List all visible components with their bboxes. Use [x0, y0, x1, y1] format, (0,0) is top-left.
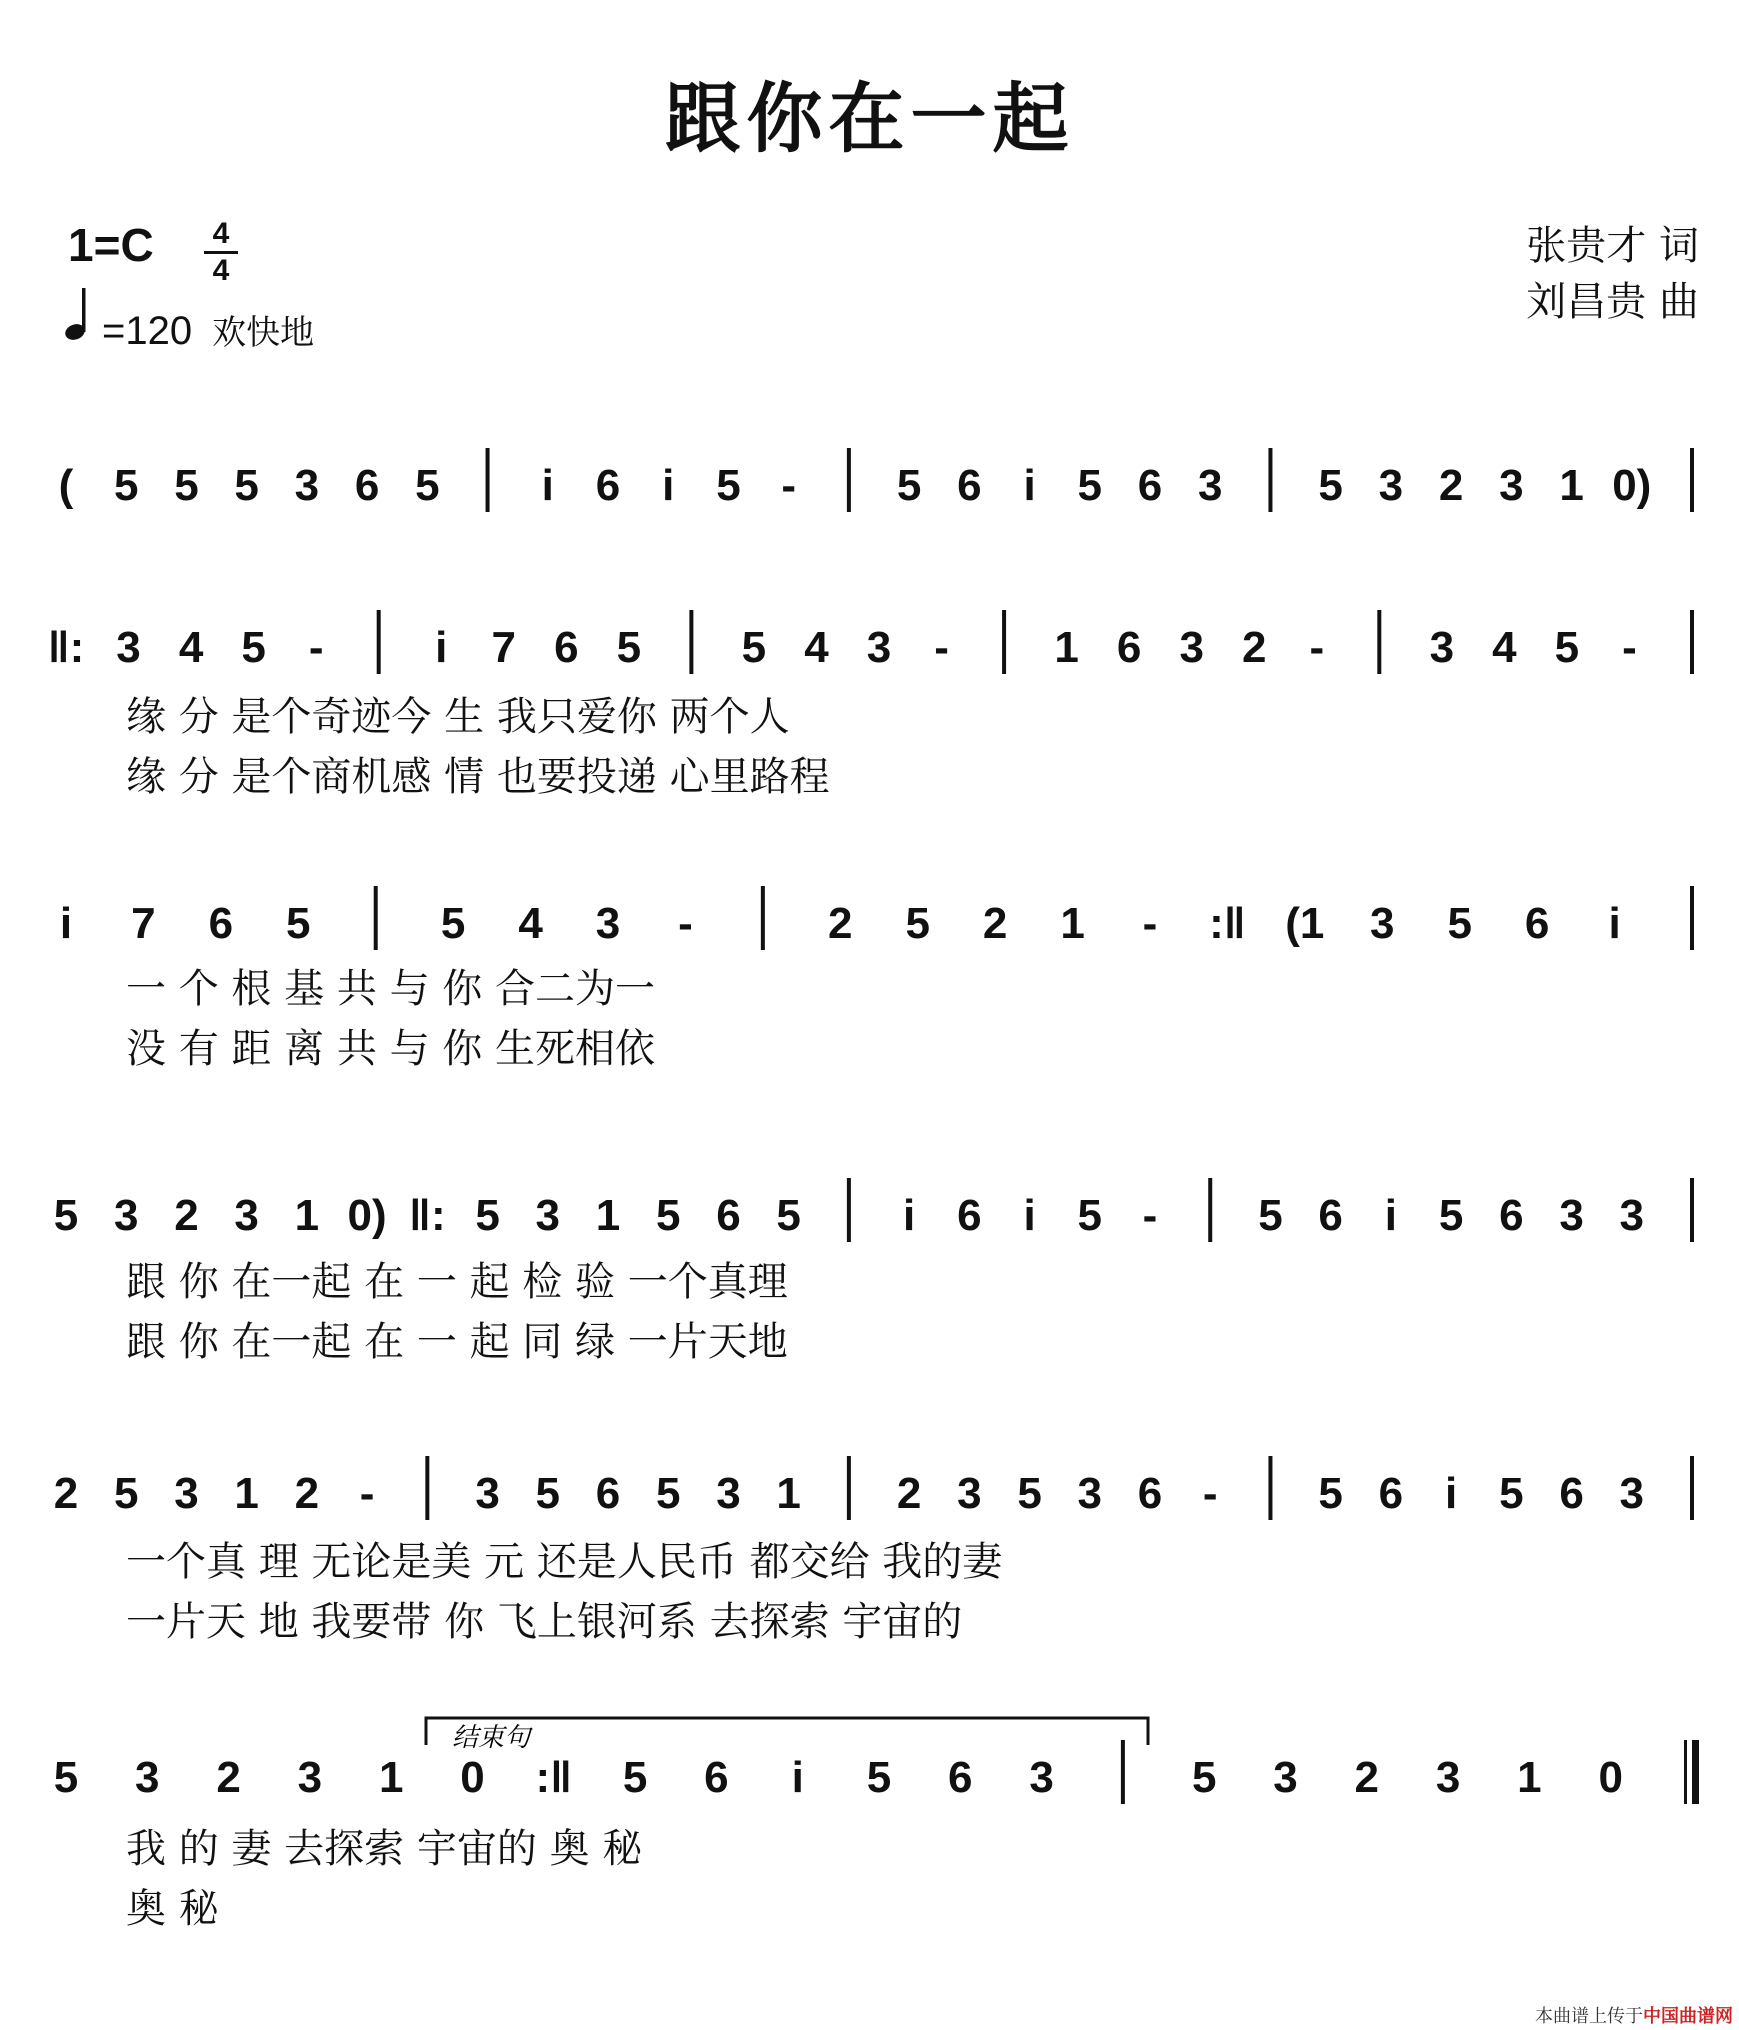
note: ( [58, 461, 74, 510]
note: 4 [178, 623, 204, 672]
note: 3 [475, 1469, 500, 1518]
note: 6 [704, 1753, 729, 1802]
barline [1377, 610, 1381, 674]
note: 3 [535, 1191, 561, 1240]
note: :‖ [1209, 899, 1246, 948]
note: 5 [535, 1469, 561, 1518]
note: 5 [415, 461, 440, 510]
note: 2 [174, 1191, 199, 1240]
note: 5 [1499, 1469, 1524, 1518]
barline [486, 448, 490, 512]
tempo-value: =120 [102, 309, 193, 353]
barline [374, 886, 378, 950]
note: 2 [828, 899, 853, 948]
note: 5 [1077, 461, 1103, 510]
ending-bracket-line [426, 1718, 1148, 1745]
note: 6 [1318, 1191, 1343, 1240]
note: i [541, 461, 554, 510]
note: 6 [1499, 1191, 1524, 1240]
note: 4 [1492, 623, 1517, 672]
note: 5 [475, 1191, 500, 1240]
note: 5 [1077, 1191, 1103, 1240]
note: 1 [776, 1469, 801, 1518]
note: - [1142, 1191, 1158, 1240]
note: 3 [1273, 1753, 1298, 1802]
barline [1002, 610, 1006, 674]
note: ‖: [47, 623, 85, 672]
note: 5 [896, 461, 922, 510]
note: 1 [378, 1753, 404, 1802]
barline [761, 886, 765, 950]
note: 5 [1318, 461, 1343, 510]
note: i [1023, 1191, 1036, 1240]
score-system [48, 610, 1694, 800]
lyric-line: 一个真 理 无论是美 元 还是人民币 都交给 我的妻 [126, 1539, 1003, 1585]
note: 5 [286, 899, 311, 948]
note: i [902, 1191, 916, 1240]
barline [1690, 610, 1694, 674]
footer-brand: 中国曲谱网 [1643, 2006, 1733, 2027]
note: 0 [460, 1753, 485, 1802]
note: - [1142, 899, 1158, 948]
note: 5 [1191, 1753, 1217, 1802]
note: 5 [776, 1191, 801, 1240]
note: 2 [1438, 461, 1464, 510]
barline [1208, 1178, 1212, 1242]
note: 2 [982, 899, 1008, 948]
note: 0) [1612, 461, 1652, 510]
note: i [662, 461, 675, 510]
note: 6 [1559, 1469, 1584, 1518]
note: 5 [1438, 1191, 1464, 1240]
note: i [1444, 1469, 1458, 1518]
score-system [54, 1178, 1694, 1365]
lyric-line: 一片天 地 我要带 你 飞上银河系 去探索 宇宙的 [126, 1599, 963, 1645]
note: 5 [1258, 1191, 1283, 1240]
score-system [54, 1740, 1699, 1932]
note: 3 [1619, 1469, 1645, 1518]
barline [689, 610, 693, 674]
note: 3 [1559, 1191, 1584, 1240]
note: 3 [1197, 461, 1223, 510]
note: 2 [1241, 623, 1267, 672]
note: 5 [1318, 1469, 1343, 1518]
note: 7 [491, 623, 517, 672]
note: 5 [241, 623, 266, 672]
note: 5 [905, 899, 930, 948]
note: 6 [554, 623, 579, 672]
note: 3 [116, 623, 141, 672]
note: 2 [896, 1469, 922, 1518]
note: 3 [135, 1753, 160, 1802]
note: i [59, 899, 73, 948]
composer: 刘昌贵 曲 [1526, 279, 1699, 325]
barline [847, 448, 851, 512]
note: - [1622, 623, 1637, 672]
barline [1690, 1178, 1694, 1242]
note: i [791, 1753, 804, 1802]
barline [847, 1178, 851, 1242]
note: 3 [1429, 623, 1455, 672]
note: 7 [131, 899, 156, 948]
note: 3 [866, 623, 892, 672]
note: 6 [1524, 899, 1550, 948]
note: 0) [347, 1191, 387, 1240]
song-title: 跟你在一起 [664, 74, 1075, 163]
note: 6 [1378, 1469, 1404, 1518]
note: i [1384, 1191, 1398, 1240]
note: 3 [1077, 1469, 1103, 1518]
lyric-line: 没 有 距 离 共 与 你 生死相依 [126, 1026, 656, 1072]
note: 2 [53, 1469, 79, 1518]
note: - [308, 623, 324, 672]
lyric-line: 跟 你 在一起 在 一 起 同 绿 一片天地 [126, 1319, 788, 1365]
note: 5 [1017, 1469, 1042, 1518]
note: 5 [1447, 899, 1472, 948]
note: 3 [174, 1469, 199, 1518]
lyric-line: 我 的 妻 去探索 宇宙的 奥 秘 [126, 1826, 643, 1872]
note: 3 [595, 899, 621, 948]
note: 5 [1554, 623, 1580, 672]
note: 3 [1370, 899, 1395, 948]
note: - [678, 899, 693, 948]
lyric-line: 奥 秘 [126, 1886, 219, 1932]
note: 4 [804, 623, 829, 672]
note: :‖ [535, 1753, 573, 1802]
note: 3 [113, 1191, 139, 1240]
note: 3 [716, 1469, 741, 1518]
ending-bracket [426, 1718, 1148, 1753]
barline [1268, 448, 1272, 512]
lyric-line: 一 个 根 基 共 与 你 合二为一 [126, 966, 656, 1012]
note: 3 [234, 1191, 259, 1240]
note: 0 [1598, 1753, 1623, 1802]
expression-marking: 欢快地 [212, 313, 315, 353]
note: 3 [297, 1753, 323, 1802]
note: (1 [1285, 899, 1325, 948]
note: 5 [655, 1191, 681, 1240]
barline [1690, 886, 1694, 950]
note: 5 [622, 1753, 648, 1802]
note: 1 [1054, 623, 1079, 672]
note: 1 [294, 1191, 320, 1240]
note: i [1023, 461, 1036, 510]
time-signature-bottom: 4 [212, 254, 230, 287]
note: 6 [1116, 623, 1142, 672]
note: 6 [957, 461, 982, 510]
barline [1268, 1456, 1272, 1520]
note: ‖: [409, 1191, 446, 1240]
note: 6 [1137, 461, 1163, 510]
note: - [934, 623, 949, 672]
barline [425, 1456, 429, 1520]
note: 6 [595, 1469, 621, 1518]
note: - [1202, 1469, 1218, 1518]
note: 5 [53, 1191, 79, 1240]
note: 1 [595, 1191, 621, 1240]
note: 6 [957, 1191, 982, 1240]
note: 5 [53, 1753, 79, 1802]
double-barline [1684, 1740, 1687, 1804]
note: 5 [234, 461, 259, 510]
note: 3 [1499, 461, 1524, 510]
note: 1 [1060, 899, 1085, 948]
note: 1 [1517, 1753, 1542, 1802]
score-system [60, 886, 1694, 1072]
ending-label: 结束句 [452, 1723, 531, 1753]
note: 3 [1619, 1191, 1645, 1240]
note: 1 [1559, 461, 1584, 510]
note: - [781, 461, 796, 510]
barline [1690, 1456, 1694, 1520]
note: 3 [294, 461, 320, 510]
lyricist: 张贵才 词 [1526, 223, 1699, 269]
note: 5 [174, 461, 199, 510]
note: - [1309, 623, 1325, 672]
lyric-line: 缘 分 是个奇迹今 生 我只爱你 两个人 [126, 694, 790, 740]
note: 5 [113, 461, 139, 510]
note: 5 [440, 899, 466, 948]
note: 3 [1029, 1753, 1054, 1802]
note: 5 [716, 461, 741, 510]
double-barline-thick [1692, 1740, 1699, 1804]
note: 6 [208, 899, 234, 948]
barline [1690, 448, 1694, 512]
note: 6 [354, 461, 380, 510]
note: 5 [866, 1753, 892, 1802]
time-signature-top: 4 [212, 217, 230, 250]
note: 3 [1435, 1753, 1461, 1802]
footer-watermark [1529, 2000, 1739, 2030]
note: 5 [741, 623, 767, 672]
note: i [435, 623, 448, 672]
note: 6 [1137, 1469, 1163, 1518]
note: 6 [595, 461, 621, 510]
lyric-line: 跟 你 在一起 在 一 起 检 验 一个真理 [126, 1259, 788, 1305]
note: 4 [518, 899, 543, 948]
note: 5 [655, 1469, 681, 1518]
note: 2 [294, 1469, 320, 1518]
key-signature: 1=C [68, 219, 154, 271]
barline [1121, 1740, 1125, 1804]
note: 2 [1354, 1753, 1380, 1802]
note: 3 [1179, 623, 1204, 672]
note: 1 [234, 1469, 259, 1518]
note: 6 [948, 1753, 973, 1802]
barline [847, 1456, 851, 1520]
note: 3 [957, 1469, 982, 1518]
score-system [54, 1456, 1694, 1645]
note: 5 [113, 1469, 139, 1518]
note: - [359, 1469, 375, 1518]
note: 2 [216, 1753, 241, 1802]
note: 3 [1378, 461, 1404, 510]
note: 5 [616, 623, 642, 672]
lyric-line: 缘 分 是个商机感 情 也要投递 心里路程 [126, 754, 830, 800]
score-system [59, 448, 1694, 512]
note: 6 [716, 1191, 741, 1240]
note: i [1608, 899, 1621, 948]
barline [377, 610, 381, 674]
footer-prefix: 本曲谱上传于 [1535, 2006, 1643, 2027]
